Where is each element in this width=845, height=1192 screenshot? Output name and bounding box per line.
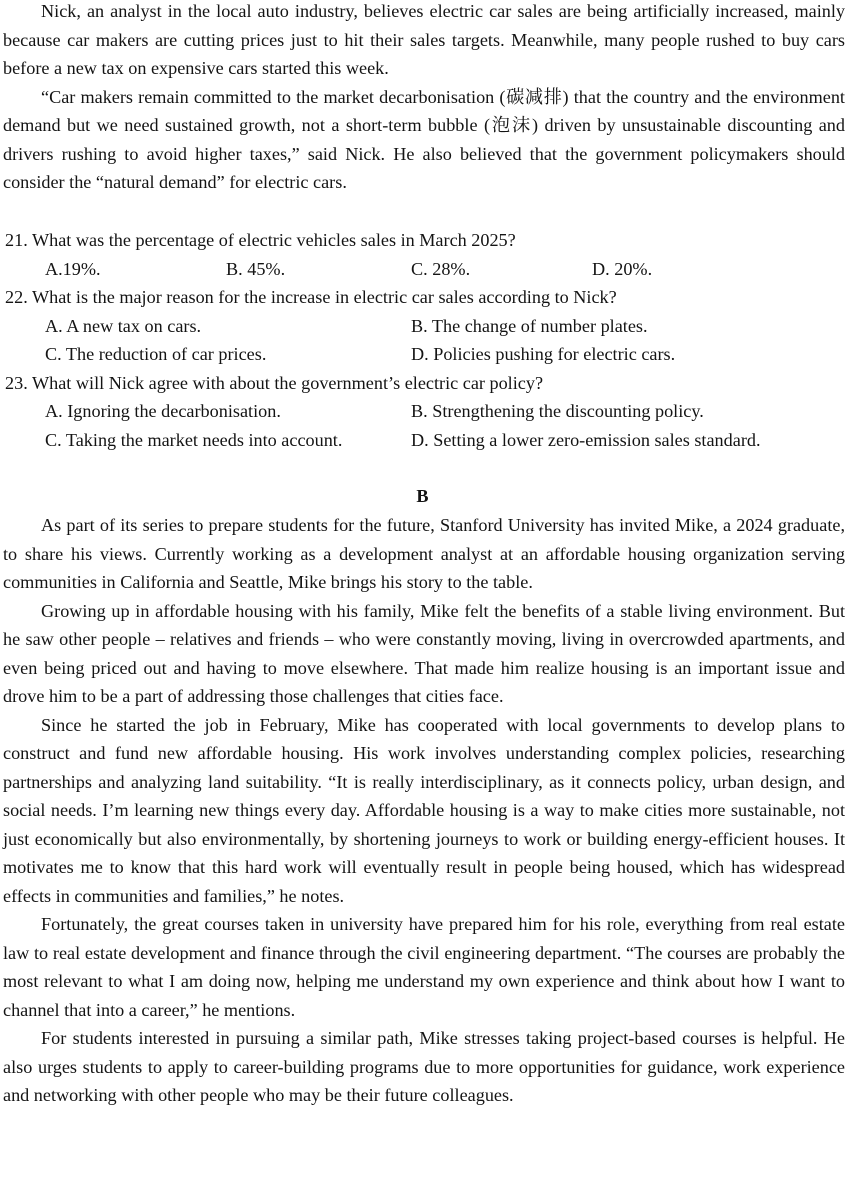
question-23-options-row1 — [0, 397, 845, 426]
option-a: A.19%. — [45, 258, 101, 279]
passage-a-paragraph: Nick, an analyst in the local auto industry, believes electric car sales are being artificially increased, mainly because car makers are cutting prices just to hit their sales targets. Meanwhile, many people rushed to buy cars before a new tax on expensive cars started this week. — [3, 1, 845, 78]
passage-b-paragraph: Fortunately, the great courses taken in university have prepared him for his role, everything from real estate law to real estate development and finance through the civil engineering department. “The courses are probably the most relevant to what I am doing now, helping me understand my own experience and think about how I want to channel that into a career,” he mentions. — [3, 914, 845, 1020]
option-d: D. 20%. — [592, 258, 653, 279]
question-22-options-row1 — [0, 312, 845, 341]
option-c: C. 28%. — [411, 258, 471, 279]
option-c: C. Taking the market needs into account. — [45, 429, 343, 450]
passage-b-paragraph: Since he started the job in February, Mike has cooperated with local governments to develop plans to construct and fund new affordable housing. His work involves understanding complex policies, researching partnerships and analyzing land suitability. “It is really interdisciplinary, as it connects policy, urban design, and social needs. I’m learning new things every day. Affordable housing is a way to make cities more sustainable, not just economically but also environmentally, by shortening journeys to work or building energy-efficient houses. It motivates me to know that this hard work will eventually result in people being housed, which has widespread effects in communities and families,” he notes. — [3, 714, 845, 906]
option-b: B. The change of number plates. — [411, 315, 648, 336]
option-d: D. Policies pushing for electric cars. — [411, 344, 676, 364]
passage-a — [0, 0, 845, 197]
passage-b — [0, 511, 845, 1110]
section-title: B — [416, 486, 429, 506]
question-22-stem: 22. What is the major reason for the increase in electric car sales according to Nick? — [5, 287, 617, 307]
questions-block — [0, 226, 845, 454]
question-21-stem: 21. What was the percentage of electric vehicles sales in March 2025? — [5, 230, 516, 250]
question-22-options-row2 — [0, 340, 845, 369]
option-c: C. The reduction of car prices. — [45, 344, 267, 364]
question-23-stem: 23. What will Nick agree with about the government’s electric car policy? — [5, 372, 544, 393]
option-a: A. A new tax on cars. — [45, 315, 202, 336]
option-b: B. 45%. — [226, 258, 286, 279]
question-23-options-row2 — [0, 426, 845, 455]
passage-b-paragraph: Growing up in affordable housing with his family, Mike felt the benefits of a stable living environment. But he saw other people – relatives and friends – who were constantly moving, living in overcrowded apartments, and even being priced out and having to move elsewhere. That made him realize housing is an important issue and drove him to be a part of addressing those challenges that cities face. — [3, 600, 845, 706]
option-a: A. Ignoring the decarbonisation. — [45, 401, 281, 421]
option-d: D. Setting a lower zero-emission sales standard. — [411, 429, 761, 450]
question-21-options — [0, 255, 845, 284]
option-b: B. Strengthening the discounting policy. — [411, 401, 704, 421]
passage-b-paragraph: As part of its series to prepare students for the future, Stanford University has invited Mike, a 2024 graduate, to share his views. Currently working as a development analyst at an affordable housing organization serving communities in California and Seattle, Mike brings his story to the table. — [3, 515, 845, 592]
passage-b-paragraph: For students interested in pursuing a similar path, Mike stresses taking project-based courses is helpful. He also urges students to apply to career-building programs due to more opportunities for guidance, work experience and networking with other people who may be their future colleagues. — [3, 1028, 845, 1105]
passage-a-paragraph: “Car makers remain committed to the market decarbonisation (碳减排) that the country and the environment demand but we need sustained growth, not a short-term bubble (泡沫) driven by unsustainable discounting and drivers rushing to avoid higher taxes,” said Nick. He also believed that the government policymakers should consider the “natural demand” for electric cars. — [3, 86, 845, 192]
